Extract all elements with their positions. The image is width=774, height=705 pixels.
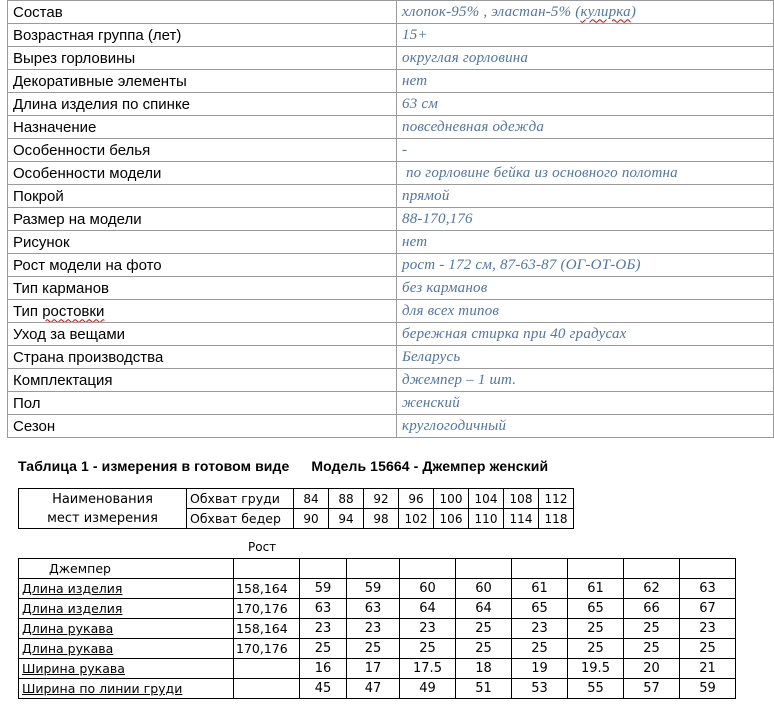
- girth-value: 96: [399, 489, 434, 509]
- measurement-row: [19, 659, 736, 679]
- girth-value: 114: [504, 509, 539, 529]
- property-row: [8, 231, 774, 254]
- property-value: рост - 172 см, 87-63-87 (ОГ-ОТ-ОБ): [397, 254, 774, 277]
- property-row: [8, 24, 774, 47]
- property-value-text: хлопок-95% , эластан-5% (: [402, 3, 581, 20]
- measurement-value: 25: [300, 639, 347, 659]
- spellcheck-marked-word: кулирка: [580, 3, 631, 20]
- measurement-value: 67: [680, 599, 736, 619]
- measurement-value: 63: [300, 599, 347, 619]
- property-row: [8, 116, 774, 139]
- property-value-tail: ): [630, 3, 637, 20]
- measurement-value: 25: [456, 639, 512, 659]
- property-label: Рисунок: [8, 231, 397, 254]
- measurement-row: [19, 679, 736, 699]
- property-value: Беларусь: [397, 346, 774, 369]
- property-label: Особенности модели: [8, 162, 397, 185]
- measurement-caption: [18, 458, 548, 474]
- property-row: [8, 70, 774, 93]
- property-label: Возрастная группа (лет): [8, 24, 397, 47]
- height-range: [234, 659, 300, 679]
- property-label: Рост модели на фото: [8, 254, 397, 277]
- property-label: [8, 300, 397, 323]
- measurement-name: Ширина по линии груди: [19, 679, 234, 699]
- measurement-value: 62: [624, 579, 680, 599]
- property-label: Назначение: [8, 116, 397, 139]
- property-value: бережная стирка при 40 градусах: [397, 323, 774, 346]
- property-value: для всех типов: [397, 300, 774, 323]
- property-value: женский: [397, 392, 774, 415]
- measurement-value: 20: [624, 659, 680, 679]
- model-caption: Модель 15664 - Джемпер женский: [311, 458, 549, 474]
- girth-value: 94: [329, 509, 364, 529]
- measurement-value: 25: [512, 639, 568, 659]
- girth-value: 100: [434, 489, 469, 509]
- girth-value: 84: [294, 489, 329, 509]
- measurement-name: Длина изделия: [19, 599, 234, 619]
- measurement-value: 25: [568, 639, 624, 659]
- measurement-row: [19, 639, 736, 659]
- garment-label: Джемпер: [19, 559, 234, 579]
- girth-value: 104: [469, 489, 504, 509]
- measurement-value: 49: [400, 679, 456, 699]
- property-row: [8, 415, 774, 438]
- girth-value: 118: [539, 509, 574, 529]
- measurement-value: 25: [624, 639, 680, 659]
- property-label: Пол: [8, 392, 397, 415]
- product-properties-table: [7, 0, 774, 438]
- property-label: Декоративные элементы: [8, 70, 397, 93]
- measurement-value: 63: [680, 579, 736, 599]
- girth-value: 108: [504, 489, 539, 509]
- measurement-value: 17.5: [400, 659, 456, 679]
- girth-value: 110: [469, 509, 504, 529]
- measurement-value: 53: [512, 679, 568, 699]
- measurement-section: [18, 458, 774, 705]
- property-label: Вырез горловины: [8, 47, 397, 70]
- property-value: [397, 1, 774, 24]
- height-range: [234, 679, 300, 699]
- measurement-value: 60: [400, 579, 456, 599]
- garment-row: [19, 559, 736, 579]
- measurement-value: 59: [680, 679, 736, 699]
- property-label-head: Тип: [13, 302, 43, 320]
- measurement-value: 59: [300, 579, 347, 599]
- property-row: [8, 185, 774, 208]
- height-range: 170,176: [234, 599, 300, 619]
- property-value: нет: [397, 231, 774, 254]
- measurement-value: 66: [624, 599, 680, 619]
- measurement-value: 65: [512, 599, 568, 619]
- girth-value: 106: [434, 509, 469, 529]
- property-value: -: [397, 139, 774, 162]
- measurement-value: 60: [456, 579, 512, 599]
- property-label: Комплектация: [8, 369, 397, 392]
- property-label: Покрой: [8, 185, 397, 208]
- property-value: без карманов: [397, 277, 774, 300]
- measurement-value: 16: [300, 659, 347, 679]
- measurement-value: 17: [347, 659, 400, 679]
- grid-cell: [400, 559, 456, 579]
- measurement-value: 23: [512, 619, 568, 639]
- table-caption: Таблица 1 - измерения в готовом виде: [18, 458, 290, 474]
- property-row: [8, 139, 774, 162]
- height-range: 158,164: [234, 619, 300, 639]
- property-row: [8, 392, 774, 415]
- measurement-value: 25: [400, 639, 456, 659]
- property-value: по горловине бейка из основного полотна: [397, 162, 774, 185]
- property-row: [8, 93, 774, 116]
- property-value: 88-170,176: [397, 208, 774, 231]
- measurement-value: 18: [456, 659, 512, 679]
- measurement-value: 65: [568, 599, 624, 619]
- property-row: [8, 369, 774, 392]
- measurement-name: Длина изделия: [19, 579, 234, 599]
- property-row: [8, 323, 774, 346]
- measurement-value: 55: [568, 679, 624, 699]
- girth-label: Обхват бедер: [187, 509, 294, 529]
- property-label: Уход за вещами: [8, 323, 397, 346]
- measurement-value: 61: [568, 579, 624, 599]
- girth-value: 88: [329, 489, 364, 509]
- measurement-value: 21: [680, 659, 736, 679]
- measurement-value: 25: [347, 639, 400, 659]
- property-label: Длина изделия по спинке: [8, 93, 397, 116]
- measurement-row: [19, 599, 736, 619]
- measurement-name: Длина рукава: [19, 619, 234, 639]
- property-value: повседневная одежда: [397, 116, 774, 139]
- measure-name-header-line2: мест измерения: [47, 510, 158, 526]
- measurement-name: Длина рукава: [19, 639, 234, 659]
- girth-value: 90: [294, 509, 329, 529]
- measurement-grid: [18, 558, 736, 699]
- girth-value: 112: [539, 489, 574, 509]
- measurement-value: 59: [347, 579, 400, 599]
- measurement-value: 23: [300, 619, 347, 639]
- measure-name-header-line1: Наименования: [52, 491, 153, 507]
- measurement-value: 23: [347, 619, 400, 639]
- measurement-value: 19.5: [568, 659, 624, 679]
- measurement-value: 64: [456, 599, 512, 619]
- measurement-value: 51: [456, 679, 512, 699]
- property-value: округлая горловина: [397, 47, 774, 70]
- measurement-value: 23: [680, 619, 736, 639]
- measurement-row: [19, 579, 736, 599]
- grid-cell: [624, 559, 680, 579]
- girth-value: 92: [364, 489, 399, 509]
- measurement-value: 25: [680, 639, 736, 659]
- grid-cell: [234, 559, 300, 579]
- measurement-value: 47: [347, 679, 400, 699]
- property-label: Особенности белья: [8, 139, 397, 162]
- measurement-value: 19: [512, 659, 568, 679]
- measurement-value: 25: [568, 619, 624, 639]
- property-value: прямой: [397, 185, 774, 208]
- height-range: 158,164: [234, 579, 300, 599]
- property-row: [8, 300, 774, 323]
- property-row: [8, 254, 774, 277]
- property-row: [8, 277, 774, 300]
- property-row: [8, 1, 774, 24]
- measurement-row: [19, 619, 736, 639]
- grid-cell: [512, 559, 568, 579]
- height-range: 170,176: [234, 639, 300, 659]
- property-label: Размер на модели: [8, 208, 397, 231]
- measurement-value: 25: [456, 619, 512, 639]
- girth-label: Обхват груди: [187, 489, 294, 509]
- property-label: Сезон: [8, 415, 397, 438]
- property-label: Тип карманов: [8, 277, 397, 300]
- property-value: нет: [397, 70, 774, 93]
- property-row: [8, 208, 774, 231]
- measurement-value: 61: [512, 579, 568, 599]
- property-row: [8, 47, 774, 70]
- property-row: [8, 346, 774, 369]
- property-value: 15+: [397, 24, 774, 47]
- grid-cell: [347, 559, 400, 579]
- spellcheck-marked-word: ростовки: [42, 302, 105, 320]
- grid-cell: [456, 559, 512, 579]
- measurement-value: 64: [400, 599, 456, 619]
- property-value: джемпер – 1 шт.: [397, 369, 774, 392]
- grid-cell: [680, 559, 736, 579]
- measurement-name: Ширина рукава: [19, 659, 234, 679]
- girth-row-chest: [19, 489, 574, 509]
- girth-value: 102: [399, 509, 434, 529]
- measurement-value: 57: [624, 679, 680, 699]
- grid-cell: [300, 559, 347, 579]
- measure-name-header: [19, 489, 187, 529]
- property-label: Страна производства: [8, 346, 397, 369]
- measurement-value: 45: [300, 679, 347, 699]
- girth-header-table: [18, 488, 574, 529]
- property-label: Состав: [8, 1, 397, 24]
- measurement-value: 63: [347, 599, 400, 619]
- property-value: 63 см: [397, 93, 774, 116]
- properties-body: [8, 1, 774, 438]
- measurement-value: 25: [624, 619, 680, 639]
- girth-value: 98: [364, 509, 399, 529]
- height-label: Рост: [248, 540, 277, 554]
- property-row: [8, 162, 774, 185]
- grid-cell: [568, 559, 624, 579]
- measurement-value: 23: [400, 619, 456, 639]
- property-value: круглогодичный: [397, 415, 774, 438]
